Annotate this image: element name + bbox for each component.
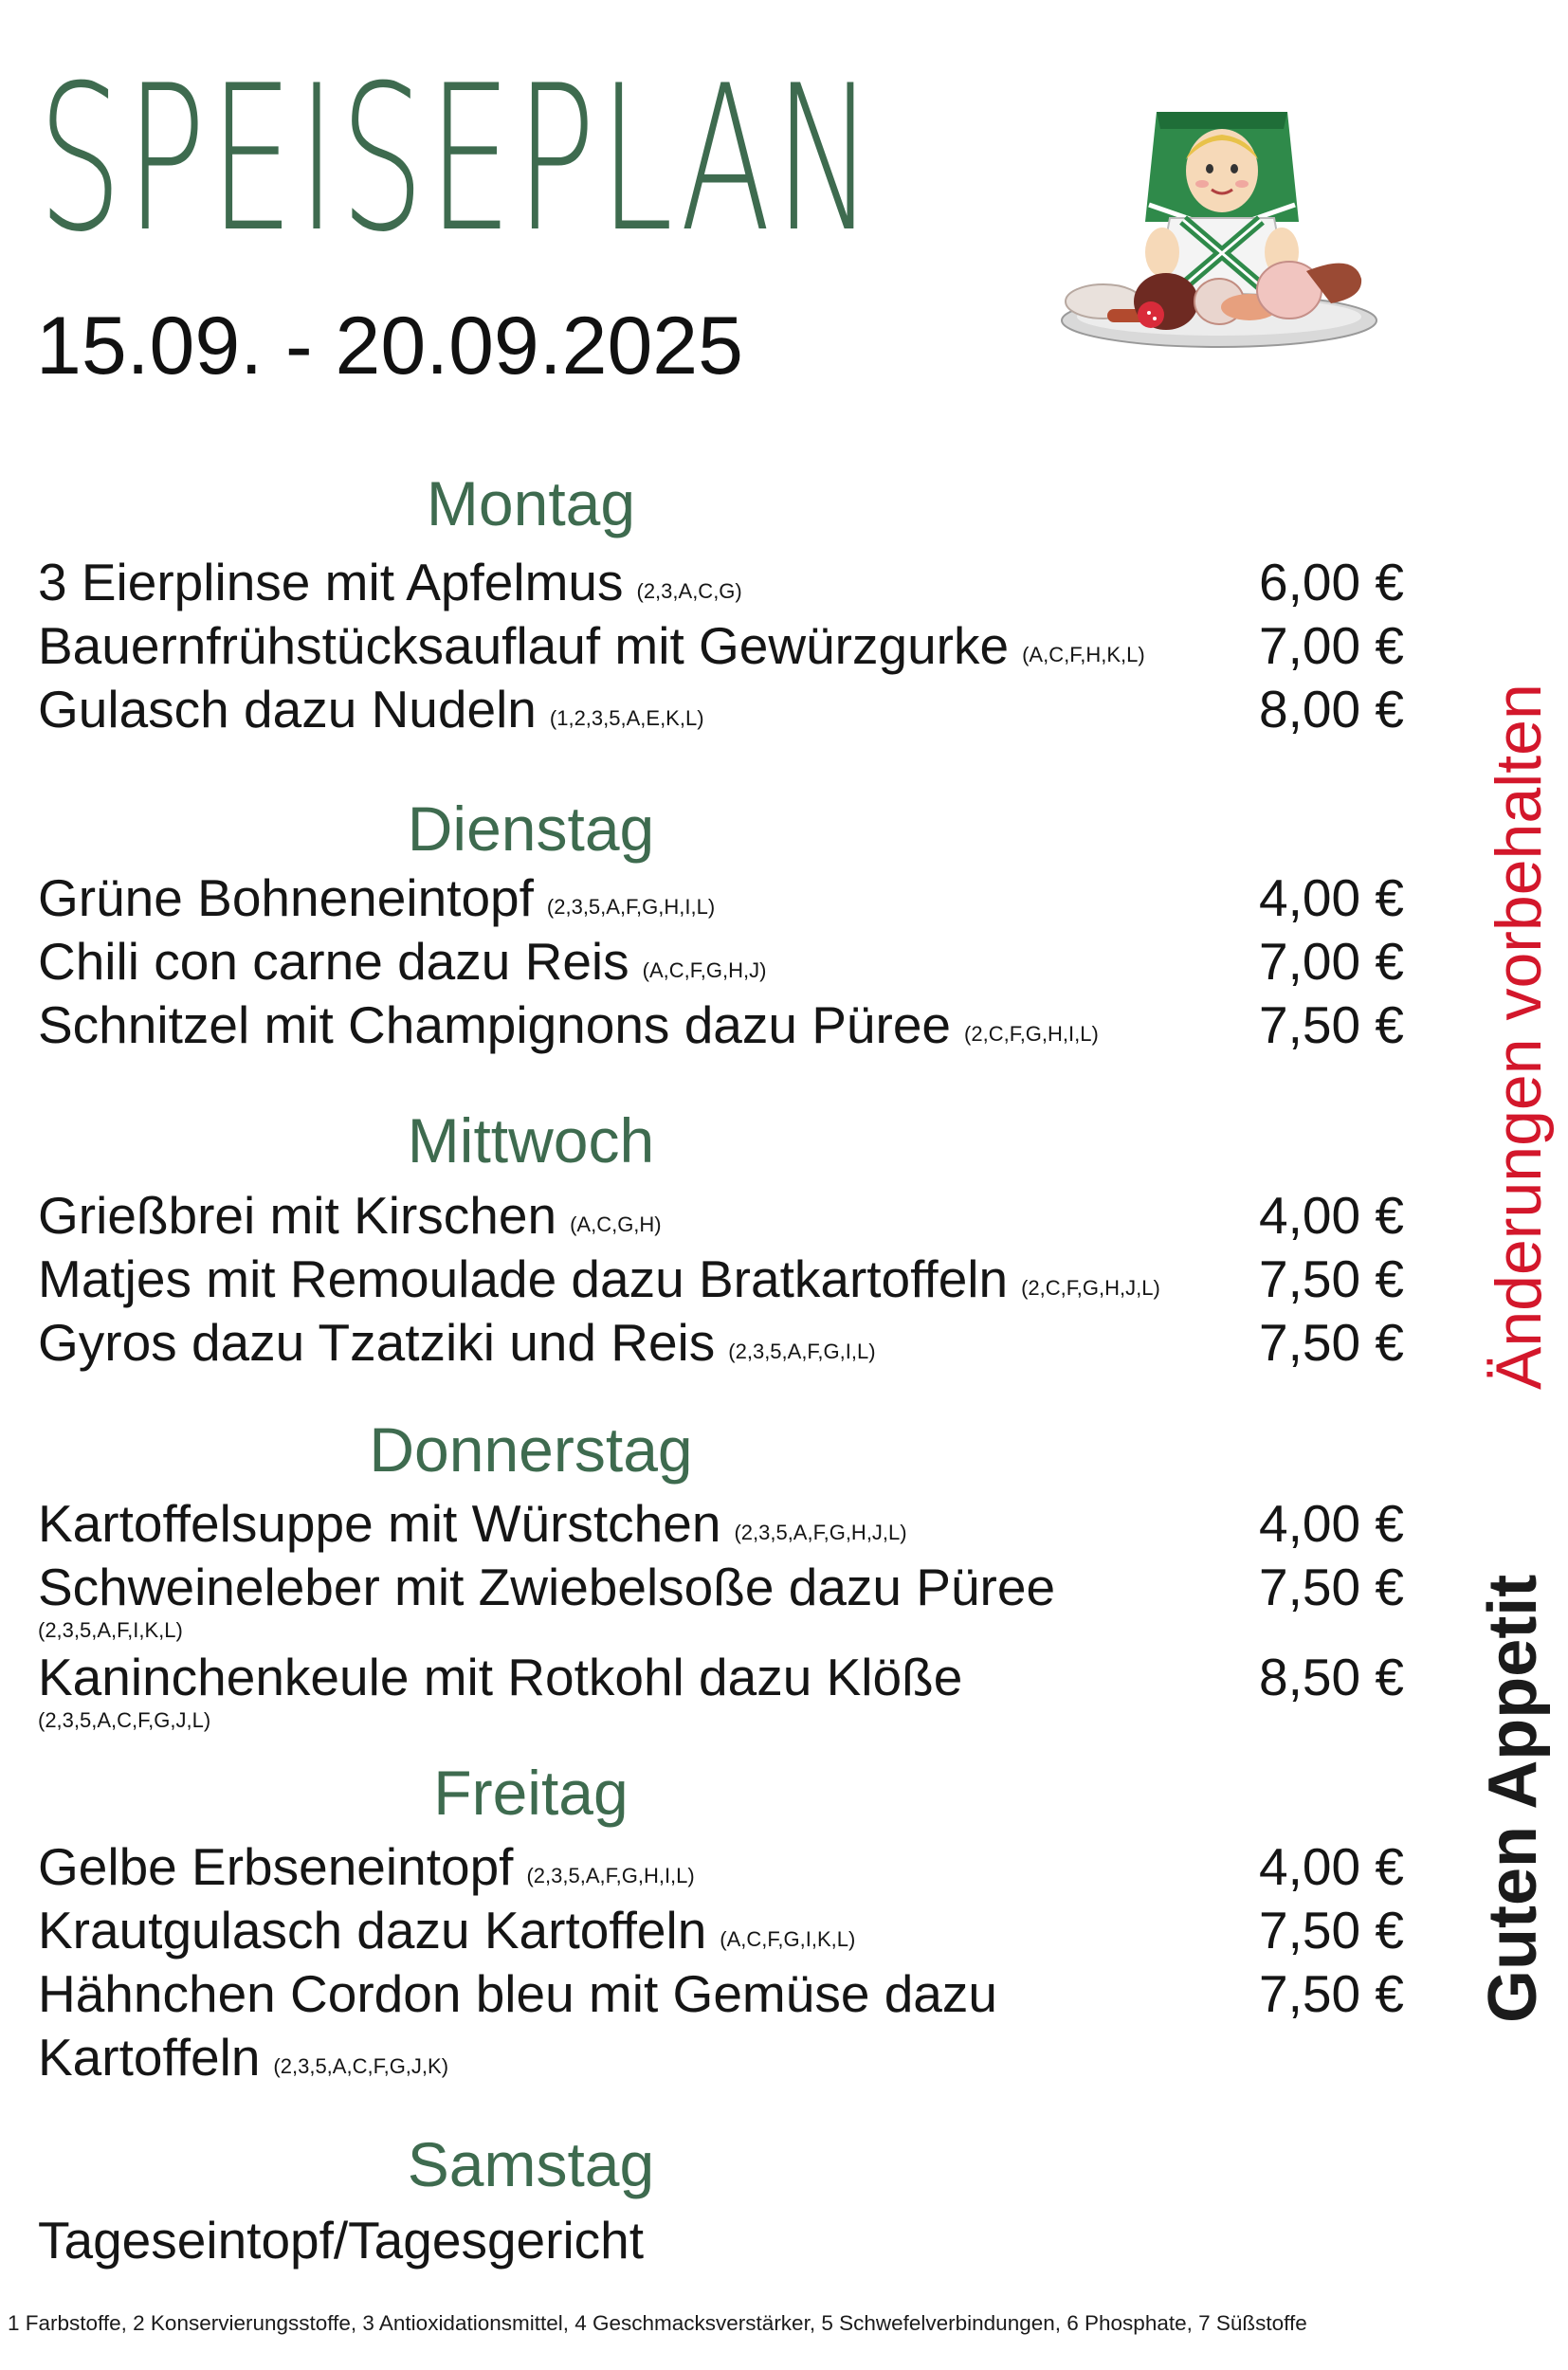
dish-name: Schnitzel mit Champignons dazu Püree — [38, 995, 952, 1054]
allergen-codes: (A,C,G,H) — [570, 1212, 662, 1236]
menu-item — [38, 932, 1422, 991]
dish-name: Gulasch dazu Nudeln — [38, 680, 537, 738]
menu-item — [38, 553, 1422, 611]
allergen-codes: (2,3,5,A,C,F,G,J,K) — [273, 2054, 449, 2078]
enjoy-meal-greeting: Guten Appetit — [1475, 1574, 1551, 2023]
menu-item — [38, 680, 1422, 738]
dish-price: 4,00 € — [1259, 1494, 1404, 1553]
dish-price: 4,00 € — [1259, 868, 1404, 927]
allergen-codes: (2,C,F,G,H,J,L) — [1021, 1276, 1160, 1300]
dish-name: Matjes mit Remoulade dazu Bratkartoffeln — [38, 1249, 1009, 1308]
allergen-codes: (1,2,3,5,A,E,K,L) — [549, 706, 704, 730]
dish-price: 4,00 € — [1259, 1837, 1404, 1896]
dish-name: Kartoffeln — [38, 2028, 261, 2087]
dish-name: Schweineleber mit Zwiebelsoße dazu Püree — [38, 1558, 1056, 1616]
allergen-codes: (2,3,5,A,F,G,H,I,L) — [546, 895, 716, 919]
dish-price: 7,50 € — [1259, 995, 1404, 1054]
allergen-codes: (2,3,5,A,F,G,H,J,L) — [734, 1521, 907, 1544]
dish-name: 3 Eierplinse mit Apfelmus — [38, 553, 624, 611]
menu-item — [38, 868, 1422, 927]
dish-price: 7,50 € — [1259, 1313, 1404, 1372]
menu-item — [38, 1901, 1422, 1960]
day-heading-mittwoch: Mittwoch — [407, 1105, 655, 1176]
dish-name: Kartoffelsuppe mit Würstchen — [38, 1494, 721, 1553]
allergen-codes: (2,3,5,A,F,G,I,L) — [728, 1340, 876, 1363]
allergen-codes: (A,C,F,G,I,K,L) — [720, 1927, 856, 1951]
menu-item — [38, 616, 1422, 675]
dish-price: 6,00 € — [1259, 553, 1404, 611]
dish-name: Grießbrei mit Kirschen — [38, 1186, 557, 1245]
dish-price: 4,00 € — [1259, 1186, 1404, 1245]
dish-price: 7,50 € — [1259, 1558, 1404, 1616]
dish-name: Gelbe Erbseneintopf — [38, 1837, 514, 1896]
dish-name: Bauernfrühstücksauflauf mit Gewürzgurke — [38, 616, 1010, 675]
day-heading-samstag: Samstag — [407, 2129, 655, 2199]
allergen-codes: (2,3,5,A,F,I,K,L) — [38, 1618, 183, 1642]
butcher-girl-logo — [1050, 100, 1388, 353]
day-heading-dienstag: Dienstag — [407, 793, 655, 864]
menu-item — [38, 1964, 1422, 2023]
menu-item-continuation — [38, 2028, 1422, 2087]
allergen-codes: (A,C,F,H,K,L) — [1022, 643, 1145, 666]
date-range: 15.09. - 20.09.2025 — [36, 301, 743, 392]
dish-name: Gyros dazu Tzatziki und Reis — [38, 1313, 716, 1372]
allergen-codes: (A,C,F,G,H,J) — [642, 958, 767, 982]
day-heading-freitag: Freitag — [433, 1758, 629, 1828]
day-heading-donnerstag: Donnerstag — [369, 1414, 693, 1485]
dish-price: 7,50 € — [1259, 1249, 1404, 1308]
menu-item — [38, 1186, 1422, 1245]
dish-price: 7,50 € — [1259, 1964, 1404, 2023]
menu-item — [38, 1648, 1422, 1732]
dish-price: 7,00 € — [1259, 616, 1404, 675]
dish-price: 7,50 € — [1259, 1901, 1404, 1960]
menu-item — [38, 1837, 1422, 1896]
dish-name: Chili con carne dazu Reis — [38, 932, 629, 991]
dish-price: 8,00 € — [1259, 680, 1404, 738]
dish-name: Krautgulasch dazu Kartoffeln — [38, 1901, 707, 1960]
menu-item — [38, 995, 1422, 1054]
allergen-codes: (2,3,A,C,G) — [636, 579, 742, 603]
menu-item — [38, 1249, 1422, 1308]
dish-name: Tageseintopf/Tagesgericht — [38, 2211, 645, 2270]
allergen-codes: (2,3,5,A,C,F,G,J,L) — [38, 1708, 211, 1732]
dish-name: Kaninchenkeule mit Rotkohl dazu Klöße — [38, 1648, 963, 1706]
allergen-codes: (2,3,5,A,F,G,H,I,L) — [526, 1864, 695, 1887]
page-title: SPEISEPLAN — [38, 42, 878, 276]
allergen-codes: (2,C,F,G,H,I,L) — [964, 1022, 1099, 1046]
dish-price: 7,00 € — [1259, 932, 1404, 991]
dish-name: Grüne Bohneneintopf — [38, 868, 534, 927]
menu-item — [38, 2211, 1422, 2270]
changes-reserved-notice: Änderungen vorbehalten — [1483, 684, 1555, 1390]
dish-price: 8,50 € — [1259, 1648, 1404, 1706]
menu-item — [38, 1558, 1422, 1642]
dish-name: Hähnchen Cordon bleu mit Gemüse dazu — [38, 1964, 997, 2023]
menu-item — [38, 1494, 1422, 1553]
additives-legend: 1 Farbstoffe, 2 Konservierungsstoffe, 3 Antioxidationsmittel, 4 Geschmacksverstärker, 5 Schwefelverbindungen, 6 Phosphate, 7 Süßstoffe — [8, 2311, 1307, 2335]
day-heading-montag: Montag — [426, 468, 636, 538]
menu-item — [38, 1313, 1422, 1372]
